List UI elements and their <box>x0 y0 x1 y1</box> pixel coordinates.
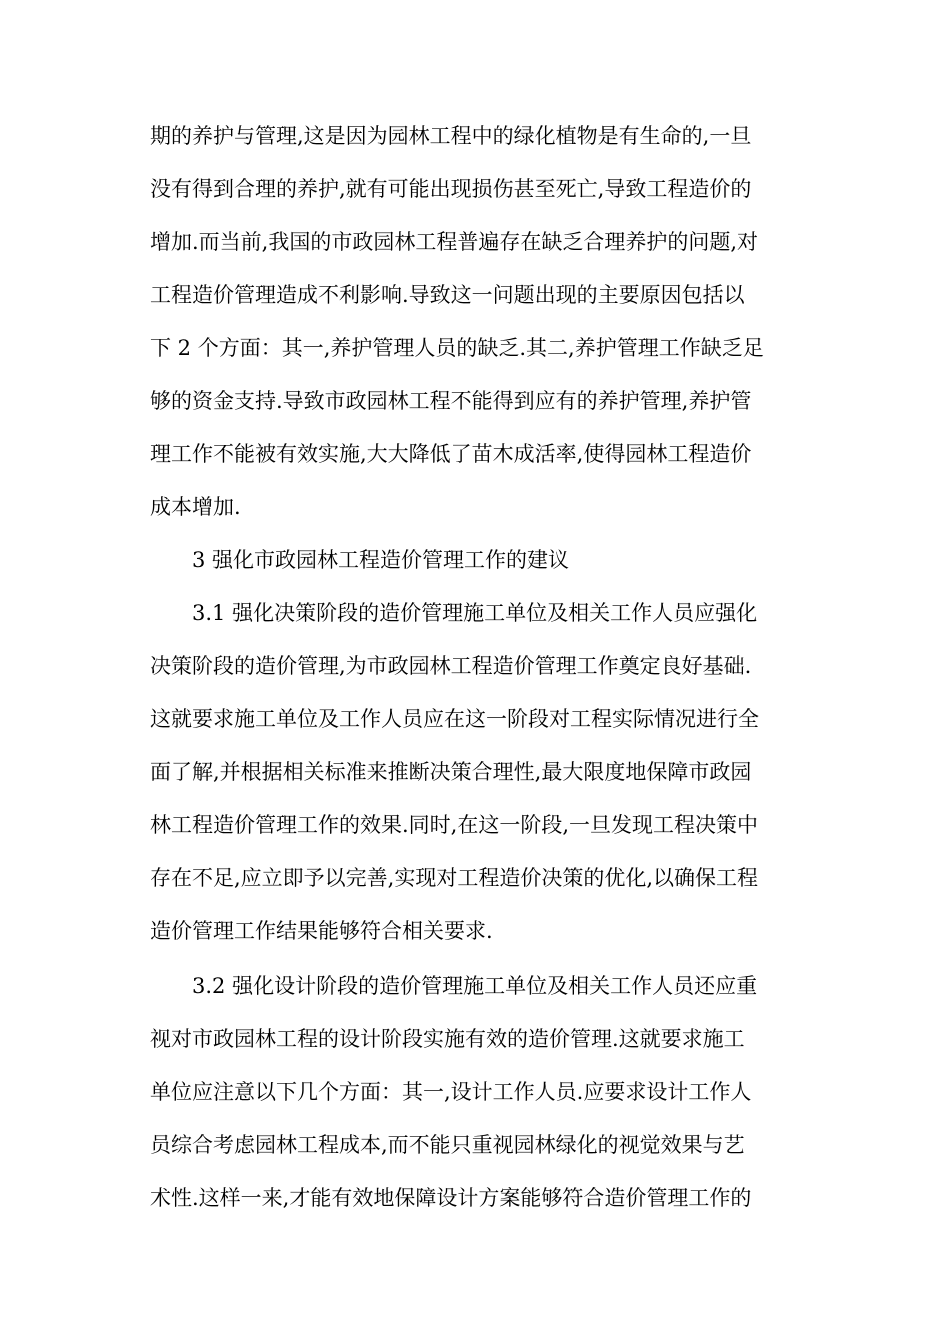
text-line: 存在不足,应立即予以完善,实现对工程造价决策的优化,以确保工程 <box>150 866 759 890</box>
text-line: 增加.而当前,我国的市政园林工程普遍存在缺乏合理养护的问题,对 <box>150 230 759 254</box>
text-line: 没有得到合理的养护,就有可能出现损伤甚至死亡,导致工程造价的 <box>150 177 752 201</box>
text-line: 工程造价管理造成不利影响.导致这一问题出现的主要原因包括以 <box>150 283 745 307</box>
text-line: 理工作不能被有效实施,大大降低了苗木成活率,使得园林工程造价 <box>150 442 752 466</box>
section-heading: 3 强化市政园林工程造价管理工作的建议 <box>192 548 570 572</box>
text-line: 术性.这样一来,才能有效地保障设计方案能够符合造价管理工作的 <box>150 1186 752 1210</box>
text-line: 面了解,并根据相关标准来推断决策合理性,最大限度地保障市政园 <box>150 760 752 784</box>
text-line: 这就要求施工单位及工作人员应在这一阶段对工程实际情况进行全 <box>150 707 759 731</box>
text-line: 成本增加. <box>150 495 241 519</box>
text-line: 单位应注意以下几个方面：其一,设计工作人员.应要求设计工作人 <box>150 1080 752 1104</box>
text-line: 3.2 强化设计阶段的造价管理施工单位及相关工作人员还应重 <box>192 974 758 998</box>
text-line: 视对市政园林工程的设计阶段实施有效的造价管理.这就要求施工 <box>150 1027 745 1051</box>
text-line: 员综合考虑园林工程成本,而不能只重视园林绿化的视觉效果与艺 <box>150 1133 745 1157</box>
text-line: 期的养护与管理,这是因为园林工程中的绿化植物是有生命的,一旦 <box>150 124 752 148</box>
text-line: 3.1 强化决策阶段的造价管理施工单位及相关工作人员应强化 <box>192 601 758 625</box>
text-line: 造价管理工作结果能够符合相关要求. <box>150 919 493 943</box>
text-line: 下 2 个方面：其一,养护管理人员的缺乏.其二,养护管理工作缺乏足 <box>150 336 764 360</box>
text-line: 决策阶段的造价管理,为市政园林工程造价管理工作奠定良好基础. <box>150 654 752 678</box>
text-line: 林工程造价管理工作的效果.同时,在这一阶段,一旦发现工程决策中 <box>150 813 759 837</box>
text-line: 够的资金支持.导致市政园林工程不能得到应有的养护管理,养护管 <box>150 389 752 413</box>
